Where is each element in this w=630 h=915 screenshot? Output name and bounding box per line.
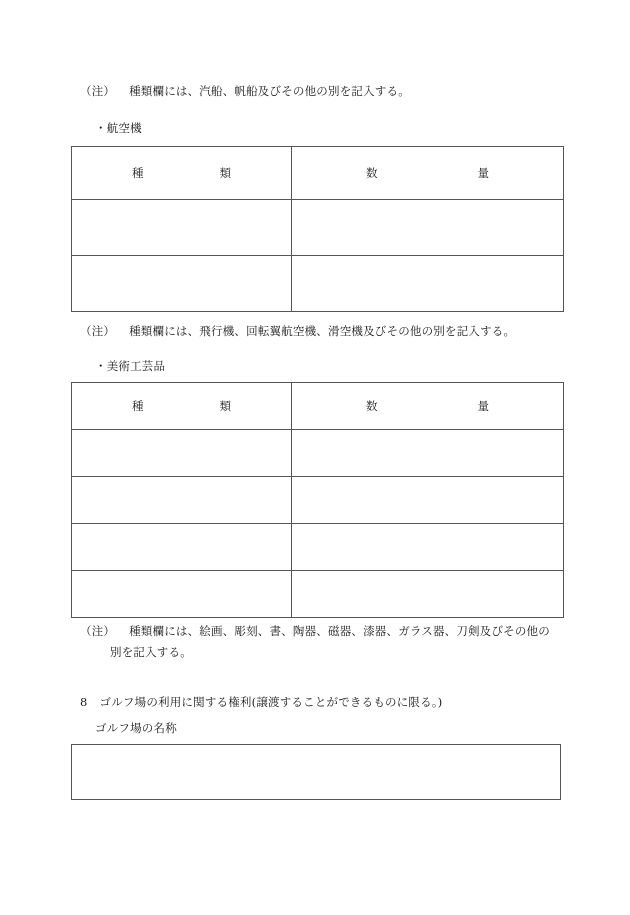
header-cell-amount bbox=[292, 147, 564, 200]
bullet-artcraft: ・美術工芸品 bbox=[95, 359, 166, 373]
note-marker: （注） bbox=[80, 324, 116, 338]
header-cell-amount bbox=[292, 383, 564, 430]
cell-amount[interactable] bbox=[292, 571, 564, 618]
header-type-char2: 類 bbox=[219, 399, 231, 413]
note-marker: （注） bbox=[80, 84, 116, 98]
header-cell-type bbox=[72, 383, 292, 430]
header-type-char1: 種 bbox=[132, 166, 144, 180]
table-header-row bbox=[72, 147, 564, 200]
cell-type[interactable] bbox=[72, 430, 292, 477]
note-aircraft-text: 種類欄には、飛行機、回転翼航空機、滑空機及びその他の別を記入する。 bbox=[129, 324, 516, 338]
cell-amount[interactable] bbox=[292, 477, 564, 524]
section-8-title: ゴルフ場の利用に関する権利(譲渡することができるものに限る。) bbox=[99, 695, 443, 709]
table-row bbox=[72, 524, 564, 571]
cell-amount[interactable] bbox=[292, 256, 564, 312]
cell-type[interactable] bbox=[72, 256, 292, 312]
aircraft-table bbox=[71, 146, 564, 312]
header-type-char2: 類 bbox=[219, 166, 231, 180]
table-row bbox=[72, 477, 564, 524]
note-ship-text: 種類欄には、汽船、帆船及びその他の別を記入する。 bbox=[129, 84, 410, 98]
cell-type[interactable] bbox=[72, 524, 292, 571]
cell-type[interactable] bbox=[72, 477, 292, 524]
header-amount-char1: 数 bbox=[366, 399, 378, 413]
note-artcraft-text-line2: 別を記入する。 bbox=[110, 645, 192, 659]
header-amount-char1: 数 bbox=[366, 166, 378, 180]
table-row bbox=[72, 200, 564, 256]
header-amount-char2: 量 bbox=[477, 399, 489, 413]
section-8-heading bbox=[80, 692, 442, 712]
artcraft-table bbox=[71, 382, 564, 618]
note-marker: （注） bbox=[80, 624, 116, 638]
note-ship bbox=[80, 80, 410, 102]
section-8-number: 8 bbox=[80, 695, 88, 709]
note-aircraft bbox=[80, 320, 515, 342]
table-row bbox=[72, 430, 564, 477]
header-type-char1: 種 bbox=[132, 399, 144, 413]
table-row bbox=[72, 256, 564, 312]
header-cell-type bbox=[72, 147, 292, 200]
note-artcraft-text-line1: 種類欄には、絵画、彫刻、書、陶器、磁器、漆器、ガラス器、刀剣及びその他の bbox=[129, 624, 550, 638]
table-header-row bbox=[72, 383, 564, 430]
cell-amount[interactable] bbox=[292, 430, 564, 477]
golf-course-name-label: ゴルフ場の名称 bbox=[95, 721, 177, 735]
table-row bbox=[72, 571, 564, 618]
cell-amount[interactable] bbox=[292, 200, 564, 256]
bullet-aircraft: ・航空機 bbox=[95, 121, 142, 135]
golf-course-name-input[interactable] bbox=[71, 744, 561, 800]
cell-amount[interactable] bbox=[292, 524, 564, 571]
header-amount-char2: 量 bbox=[477, 166, 489, 180]
note-artcraft bbox=[80, 620, 550, 642]
cell-type[interactable] bbox=[72, 200, 292, 256]
cell-type[interactable] bbox=[72, 571, 292, 618]
